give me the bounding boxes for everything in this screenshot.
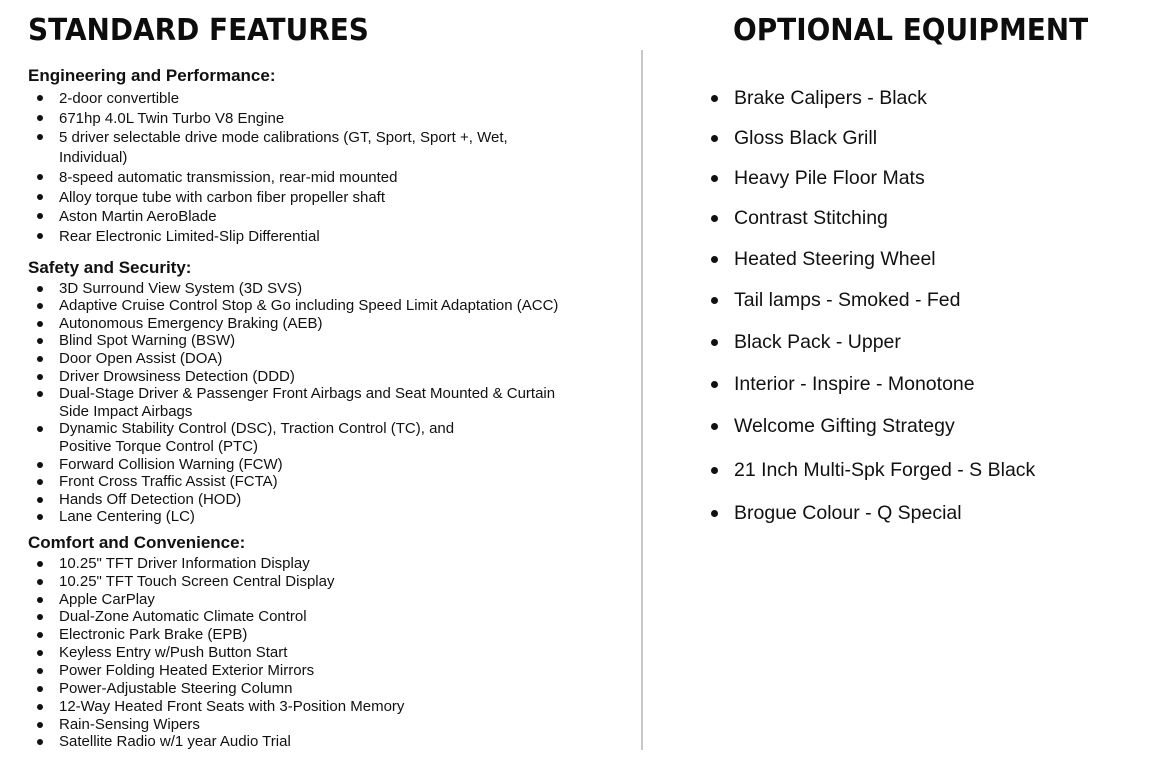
list-item: Brake Calipers - Black	[733, 86, 927, 110]
bullet-icon	[37, 233, 43, 239]
bullet-icon	[37, 95, 43, 101]
list-item: Satellite Radio w/1 year Audio Trial	[28, 733, 628, 751]
list-item: 10.25" TFT Touch Screen Central Display	[28, 573, 628, 591]
bullet-icon	[37, 497, 43, 503]
bullet-icon	[37, 194, 43, 200]
engineering-list	[28, 89, 628, 247]
list-item: Black Pack - Upper	[733, 330, 901, 354]
bullet-icon	[711, 423, 718, 430]
bullet-icon	[37, 426, 43, 432]
list-item: Heated Steering Wheel	[733, 247, 936, 271]
bullet-icon	[37, 632, 43, 638]
list-item: 12-Way Heated Front Seats with 3-Position Memory	[28, 698, 628, 716]
bullet-icon	[37, 286, 43, 292]
list-item: 8-speed automatic transmission, rear-mid mounted	[28, 168, 628, 188]
bullet-icon	[711, 256, 718, 263]
bullet-icon	[37, 462, 43, 468]
section-safety	[28, 257, 628, 526]
list-item: Power-Adjustable Steering Column	[28, 680, 628, 698]
list-item: Power Folding Heated Exterior Mirrors	[28, 662, 628, 680]
list-item: Aston Martin AeroBlade	[28, 207, 628, 227]
list-item: Tail lamps - Smoked - Fed	[733, 288, 961, 312]
standard-features-column	[28, 12, 628, 751]
list-item: Blind Spot Warning (BSW)	[28, 332, 628, 350]
bullet-icon	[711, 339, 718, 346]
list-item: 5 driver selectable drive mode calibrations (GT, Sport, Sport +, Wet, Individual)	[28, 128, 628, 167]
section-engineering	[28, 65, 628, 247]
bullet-icon	[37, 650, 43, 656]
bullet-icon	[37, 597, 43, 603]
bullet-icon	[37, 514, 43, 520]
bullet-icon	[711, 95, 718, 102]
bullet-icon	[37, 338, 43, 344]
list-item: Welcome Gifting Strategy	[733, 414, 955, 438]
bullet-icon	[37, 134, 43, 140]
bullet-icon	[37, 374, 43, 380]
list-item: Heavy Pile Floor Mats	[733, 166, 925, 190]
list-item: 21 Inch Multi-Spk Forged - S Black	[733, 458, 1035, 482]
list-item: Interior - Inspire - Monotone	[733, 372, 975, 396]
bullet-icon	[711, 297, 718, 304]
bullet-icon	[711, 467, 718, 474]
list-item: Door Open Assist (DOA)	[28, 350, 628, 368]
list-item: Adaptive Cruise Control Stop & Go including Speed Limit Adaptation (ACC)	[28, 297, 628, 315]
list-item: Lane Centering (LC)	[28, 508, 628, 526]
bullet-icon	[37, 321, 43, 327]
section-comfort	[28, 532, 628, 751]
bullet-icon	[37, 739, 43, 745]
standard-features-title: STANDARD FEATURES	[28, 13, 369, 48]
list-item: Front Cross Traffic Assist (FCTA)	[28, 473, 628, 491]
bullet-icon	[37, 356, 43, 362]
bullet-icon	[711, 510, 718, 517]
bullet-icon	[37, 391, 43, 397]
section-title-safety: Safety and Security:	[28, 257, 192, 277]
list-item: Rain-Sensing Wipers	[28, 716, 628, 734]
list-item: Driver Drowsiness Detection (DDD)	[28, 368, 628, 386]
section-title-comfort: Comfort and Convenience:	[28, 532, 246, 552]
bullet-icon	[37, 686, 43, 692]
comfort-list	[28, 555, 628, 751]
bullet-icon	[711, 215, 718, 222]
section-title-engineering: Engineering and Performance:	[28, 66, 276, 85]
bullet-icon	[37, 579, 43, 585]
bullet-icon	[37, 614, 43, 620]
list-item: 671hp 4.0L Twin Turbo V8 Engine	[28, 109, 628, 129]
list-item: Hands Off Detection (HOD)	[28, 491, 628, 509]
bullet-icon	[37, 174, 43, 180]
bullet-icon	[37, 722, 43, 728]
bullet-icon	[37, 561, 43, 567]
list-item: Brogue Colour - Q Special	[733, 501, 962, 525]
list-item: Autonomous Emergency Braking (AEB)	[28, 315, 628, 333]
bullet-icon	[37, 303, 43, 309]
bullet-icon	[37, 115, 43, 121]
list-item: Forward Collision Warning (FCW)	[28, 456, 628, 474]
optional-equipment-column	[733, 12, 1153, 524]
optional-equipment-title: OPTIONAL EQUIPMENT	[733, 13, 1089, 48]
list-item: 10.25" TFT Driver Information Display	[28, 555, 628, 573]
bullet-icon	[37, 213, 43, 219]
list-item: Gloss Black Grill	[733, 126, 877, 150]
bullet-icon	[37, 479, 43, 485]
bullet-icon	[711, 381, 718, 388]
bullet-icon	[711, 175, 718, 182]
list-item: Dual-Stage Driver & Passenger Front Airbags and Seat Mounted & Curtain Side Impact Airbags	[28, 385, 628, 420]
list-item: Contrast Stitching	[733, 206, 888, 230]
list-item: Electronic Park Brake (EPB)	[28, 626, 628, 644]
list-item: Rear Electronic Limited-Slip Differential	[28, 227, 628, 247]
bullet-icon	[37, 668, 43, 674]
safety-list	[28, 280, 628, 526]
list-item: Keyless Entry w/Push Button Start	[28, 644, 628, 662]
bullet-icon	[37, 704, 43, 710]
list-item: Apple CarPlay	[28, 591, 628, 609]
list-item: Alloy torque tube with carbon fiber propeller shaft	[28, 188, 628, 208]
list-item: 3D Surround View System (3D SVS)	[28, 280, 628, 298]
list-item: Dual-Zone Automatic Climate Control	[28, 608, 628, 626]
list-item: 2-door convertible	[28, 89, 628, 109]
list-item: Dynamic Stability Control (DSC), Traction Control (TC), and Positive Torque Control (PTC)	[28, 420, 628, 455]
column-divider	[641, 50, 643, 750]
bullet-icon	[711, 135, 718, 142]
